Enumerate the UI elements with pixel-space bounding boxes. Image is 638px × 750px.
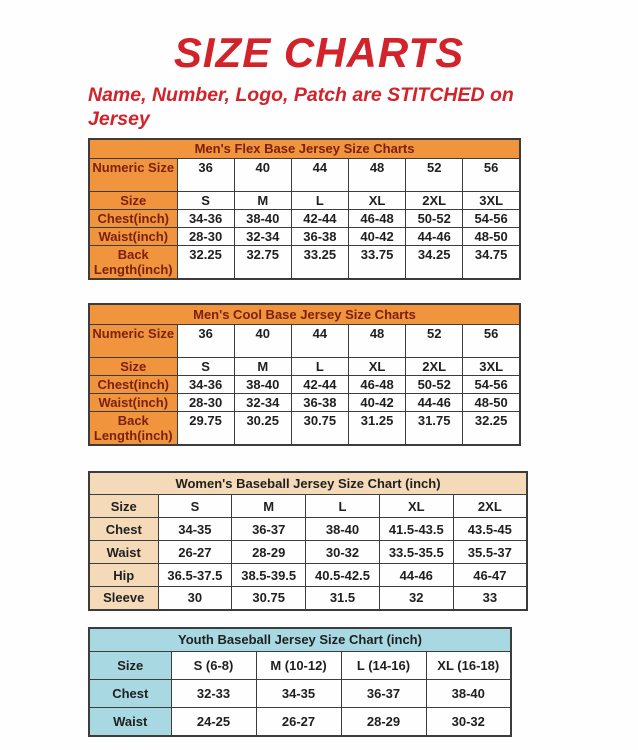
table-title: Men's Cool Base Jersey Size Charts: [89, 304, 520, 324]
size-cell: 32-33: [171, 680, 256, 708]
row-label: Chest: [89, 518, 158, 541]
size-cell: 2XL: [406, 357, 463, 375]
size-cell: 28-29: [232, 541, 306, 564]
size-cell: 38-40: [426, 680, 511, 708]
size-cell: L: [306, 495, 380, 518]
row-label: Hip: [89, 564, 158, 587]
size-cell: 38-40: [234, 375, 291, 393]
size-cell: 31.75: [406, 411, 463, 445]
size-cell: 38.5-39.5: [232, 564, 306, 587]
size-cell: 44-46: [406, 228, 463, 246]
row-label: Chest(inch): [89, 375, 177, 393]
table-row: [89, 192, 520, 210]
row-label: Size: [89, 652, 171, 680]
table-title-row: [89, 628, 511, 652]
size-cell: 54-56: [463, 375, 520, 393]
size-cell: 46-47: [453, 564, 527, 587]
size-cell: 48-50: [463, 393, 520, 411]
table-row: [89, 411, 520, 445]
size-cell: 44: [291, 324, 348, 357]
row-label: Chest: [89, 680, 171, 708]
size-cell: 46-48: [348, 375, 405, 393]
table-row: [89, 652, 511, 680]
size-cell: 40: [234, 159, 291, 192]
size-cell: S: [158, 495, 232, 518]
table-row: [89, 518, 527, 541]
size-cell: 44: [291, 159, 348, 192]
size-cell: 48: [348, 324, 405, 357]
size-cell: 30.25: [234, 411, 291, 445]
page-title: SIZE CHARTS: [173, 29, 465, 76]
size-cell: 42-44: [291, 375, 348, 393]
row-label: Size: [89, 357, 177, 375]
size-cell: M: [232, 495, 306, 518]
size-cell: 48: [348, 159, 405, 192]
size-cell: 38-40: [234, 210, 291, 228]
size-cell: 40-42: [348, 393, 405, 411]
size-cell: 31.25: [348, 411, 405, 445]
size-cell: S: [177, 192, 234, 210]
size-cell: 26-27: [256, 708, 341, 736]
size-cell: 31.5: [306, 587, 380, 610]
size-cell: L (14-16): [341, 652, 426, 680]
size-cell: 41.5-43.5: [379, 518, 453, 541]
size-table-youth: [88, 627, 512, 737]
size-cell: 40-42: [348, 228, 405, 246]
size-cell: 32-34: [234, 393, 291, 411]
size-table-womens: [88, 471, 528, 611]
table-row: [89, 246, 520, 280]
size-cell: 30.75: [291, 411, 348, 445]
size-cell: L: [291, 192, 348, 210]
size-cell: 42-44: [291, 210, 348, 228]
table-title: Men's Flex Base Jersey Size Charts: [89, 139, 520, 159]
size-table-mens-flex: [88, 138, 521, 281]
table-title-row: [89, 304, 520, 324]
size-cell: 2XL: [406, 192, 463, 210]
table-row: [89, 564, 527, 587]
table-title: Youth Baseball Jersey Size Chart (inch): [89, 628, 511, 652]
size-cell: 35.5-37: [453, 541, 527, 564]
size-cell: 50-52: [406, 210, 463, 228]
size-cell: 2XL: [453, 495, 527, 518]
size-cell: 36-38: [291, 393, 348, 411]
size-cell: 34-36: [177, 210, 234, 228]
size-cell: 30.75: [232, 587, 306, 610]
size-cell: 32: [379, 587, 453, 610]
size-cell: 44-46: [379, 564, 453, 587]
row-label: Waist: [89, 708, 171, 736]
row-label: Chest(inch): [89, 210, 177, 228]
size-cell: 34-36: [177, 375, 234, 393]
size-cell: 33.25: [291, 246, 348, 280]
size-cell: 44-46: [406, 393, 463, 411]
size-cell: 34-35: [256, 680, 341, 708]
size-cell: 36-38: [291, 228, 348, 246]
table-row: [89, 210, 520, 228]
size-cell: 52: [406, 159, 463, 192]
size-cell: 32.25: [177, 246, 234, 280]
size-cell: 34-35: [158, 518, 232, 541]
table-row: [89, 375, 520, 393]
size-cell: 34.25: [406, 246, 463, 280]
size-cell: L: [291, 357, 348, 375]
size-cell: 56: [463, 159, 520, 192]
size-cell: 33: [453, 587, 527, 610]
size-cell: XL: [379, 495, 453, 518]
table-row: [89, 159, 520, 192]
table-row: [89, 541, 527, 564]
size-cell: 46-48: [348, 210, 405, 228]
table-title: Women's Baseball Jersey Size Chart (inch): [89, 472, 527, 495]
table-row: [89, 680, 511, 708]
size-cell: 56: [463, 324, 520, 357]
tables-section: [88, 138, 638, 737]
size-cell: XL (16-18): [426, 652, 511, 680]
size-cell: 28-30: [177, 393, 234, 411]
size-cell: M (10-12): [256, 652, 341, 680]
table-row: [89, 495, 527, 518]
size-cell: 32.25: [463, 411, 520, 445]
table-row: [89, 228, 520, 246]
row-label: Waist(inch): [89, 228, 177, 246]
table-row: [89, 393, 520, 411]
size-cell: 36.5-37.5: [158, 564, 232, 587]
table-row: [89, 324, 520, 357]
size-cell: 48-50: [463, 228, 520, 246]
size-cell: 36: [177, 159, 234, 192]
size-cell: 26-27: [158, 541, 232, 564]
table-row: [89, 357, 520, 375]
size-cell: XL: [348, 357, 405, 375]
size-cell: 28-29: [341, 708, 426, 736]
page-subtitle: Name, Number, Logo, Patch are STITCHED on Jersey: [88, 84, 514, 130]
size-cell: XL: [348, 192, 405, 210]
size-cell: 40: [234, 324, 291, 357]
size-cell: 40.5-42.5: [306, 564, 380, 587]
table-title-row: [89, 139, 520, 159]
row-label: Sleeve: [89, 587, 158, 610]
size-cell: 3XL: [463, 192, 520, 210]
size-cell: 3XL: [463, 357, 520, 375]
size-cell: 30-32: [306, 541, 380, 564]
size-cell: 36-37: [232, 518, 306, 541]
size-cell: 30-32: [426, 708, 511, 736]
size-cell: 36-37: [341, 680, 426, 708]
size-cell: S (6-8): [171, 652, 256, 680]
row-label: Size: [89, 192, 177, 210]
size-cell: S: [177, 357, 234, 375]
table-row: [89, 587, 527, 610]
size-cell: 36: [177, 324, 234, 357]
row-label: Back Length(inch): [89, 246, 177, 280]
size-cell: 38-40: [306, 518, 380, 541]
size-cell: 33.75: [348, 246, 405, 280]
size-cell: 34.75: [463, 246, 520, 280]
size-table-mens-cool: [88, 303, 521, 446]
table-title-row: [89, 472, 527, 495]
size-cell: 33.5-35.5: [379, 541, 453, 564]
size-cell: M: [234, 357, 291, 375]
size-cell: 50-52: [406, 375, 463, 393]
row-label: Waist(inch): [89, 393, 177, 411]
size-cell: 32.75: [234, 246, 291, 280]
row-label: Back Length(inch): [89, 411, 177, 445]
row-label: Waist: [89, 541, 158, 564]
row-label: Numeric Size: [89, 159, 177, 192]
size-cell: 52: [406, 324, 463, 357]
size-cell: 29.75: [177, 411, 234, 445]
size-cell: 28-30: [177, 228, 234, 246]
size-cell: 43.5-45: [453, 518, 527, 541]
size-cell: 24-25: [171, 708, 256, 736]
row-label: Numeric Size: [89, 324, 177, 357]
size-cell: M: [234, 192, 291, 210]
table-row: [89, 708, 511, 736]
row-label: Size: [89, 495, 158, 518]
size-cell: 54-56: [463, 210, 520, 228]
size-cell: 30: [158, 587, 232, 610]
size-cell: 32-34: [234, 228, 291, 246]
